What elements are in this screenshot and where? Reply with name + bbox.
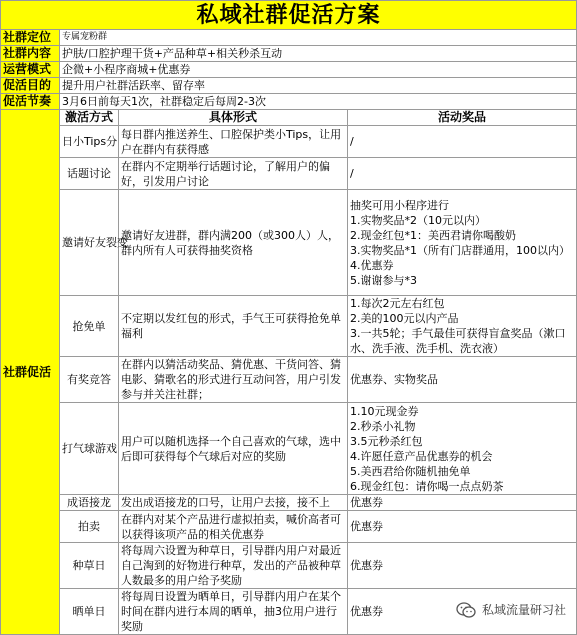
table-row [1,403,577,495]
table-row [1,158,577,190]
row-prize [348,543,577,589]
row-prize [348,357,577,403]
wechat-icon [456,602,476,618]
prize-line: 优惠券 [350,520,383,533]
row-form: 每日群内推送养生、口腔保护类小Tips，让用户在群内有获得感 [119,126,348,158]
prize-line: 2.美的100元以内产品 [350,312,459,325]
info-label-goal: 促活目的 [1,78,60,94]
row-prize [348,296,577,357]
table-row [1,543,577,589]
row-form: 将每周日设置为晒单日，引导群内用户在某个时间在群内进行本周的晒单，抽3位用户进行奖励 [119,589,348,635]
prize-line: 5.美西君给你随机抽免单 [350,464,471,478]
prize-line: 2.现金红包*1：美西君请你喝酸奶 [350,228,516,242]
table-row [1,495,577,511]
row-form: 在群内对某个产品进行虚拟拍卖，喊价高者可以获得该项产品的相关优惠券 [119,511,348,543]
row-form: 不定期以发红包的形式，手气王可获得抢免单福利 [119,296,348,357]
row-prize [348,126,577,158]
table-row [1,296,577,357]
prize-line: 2.秒杀小礼物 [350,419,416,433]
row-method: 打气球游戏 [60,403,119,495]
info-label-positioning: 社群定位 [1,30,60,46]
info-label-rhythm: 促活节奏 [1,94,60,110]
prize-line: 优惠券、实物奖品 [350,373,438,386]
header-form: 具体形式 [119,110,348,126]
prize-line: 优惠券 [350,605,383,618]
info-value-rhythm: 3月6日前每天1次，社群稳定后每周2-3次 [60,94,577,110]
watermark-text: 私域流量研习社 [481,603,566,617]
row-form: 用户可以随机选择一个自己喜欢的气球，选中后即可获得每个气球后对应的奖励 [119,403,348,495]
row-form: 邀请好友进群，群内满200（或300人）人，群内所有人可获得抽奖资格 [119,190,348,296]
prize-line: 4.许愿任意产品优惠券的机会 [350,449,493,463]
page-title: 私域社群促活方案 [1,1,577,30]
info-label-content: 社群内容 [1,46,60,62]
row-form: 发出成语接龙的口号，让用户去接，接不上 [119,495,348,511]
row-prize [348,495,577,511]
table-row [1,511,577,543]
prize-line: 抽奖可用小程序进行 [350,198,449,212]
info-value-content: 护肤/口腔护理干货+产品种草+相关秒杀互动 [60,46,577,62]
prize-line: 1.每次2元左右红包 [350,297,445,310]
prize-line: 1.10元现金券 [350,404,419,418]
row-method: 日小Tips分 [60,126,119,158]
watermark [456,601,566,618]
prize-line: 3.实物奖品*1（所有门店群通用，100以内） [350,243,570,257]
info-value-positioning: 专属宠粉群 [60,30,577,46]
row-method: 邀请好友裂变 [60,190,119,296]
row-prize [348,403,577,495]
prize-line: 5.谢谢参与*3 [350,273,417,287]
info-value-goal: 提升用户社群活跃率、留存率 [60,78,577,94]
row-method: 种草日 [60,543,119,589]
row-prize [348,511,577,543]
row-method: 有奖竞答 [60,357,119,403]
prize-line: 4.优惠券 [350,258,394,272]
info-label-mode: 运营模式 [1,62,60,78]
prize-line: 6.现金红包：请你喝一点点奶茶 [350,479,504,493]
header-method: 激活方式 [60,110,119,126]
row-method: 抢免单 [60,296,119,357]
table-row [1,126,577,158]
row-prize [348,190,577,296]
prize-line: 3.5元秒杀红包 [350,434,423,448]
row-method: 晒单日 [60,589,119,635]
prize-line: / [350,167,354,180]
header-prize: 活动奖品 [348,110,577,126]
section-label: 社群促活 [1,110,60,635]
info-value-mode: 企微+小程序商城+优惠券 [60,62,577,78]
prize-line: / [350,135,354,148]
prize-line: 1.实物奖品*2（10元以内） [350,213,486,227]
row-form: 将每周六设置为种草日，引导群内用户对最近自己淘到的好物进行种草，发出的产品被种草人数最多的用户给予奖励 [119,543,348,589]
prize-line: 优惠券 [350,496,383,509]
row-method: 成语接龙 [60,495,119,511]
row-form: 在群内以猜活动奖品、猜优惠、干货问答、猜电影、猜歌名的形式进行互动问答，用户引发参与并关注社群； [119,357,348,403]
row-method: 拍卖 [60,511,119,543]
prize-line: 优惠券 [350,559,383,572]
table-row [1,190,577,296]
row-method: 话题讨论 [60,158,119,190]
table-row [1,357,577,403]
row-prize [348,158,577,190]
row-form: 在群内不定期举行话题讨论，了解用户的偏好，引发用户讨论 [119,158,348,190]
prize-line: 3.一共5轮；手气最佳可获得盲盒奖品（漱口水、洗手液、洗手机、洗衣液） [350,327,566,355]
